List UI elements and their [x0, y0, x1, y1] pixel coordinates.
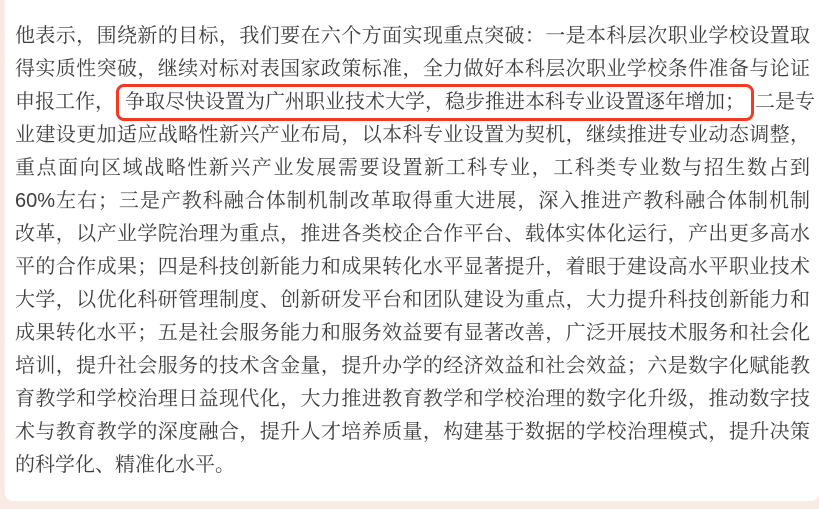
paragraph-line: 重点面向区域战略性新兴产业发展需要设置新工科专业，工科类专业数与招生数占到	[15, 157, 810, 179]
article-paragraph	[5, 0, 819, 482]
article-content-card	[5, 0, 819, 501]
text-after-annotation: 二是专	[755, 91, 815, 113]
paragraph-line: 平的合作成果；四是科技创新能力和成果转化水平显著提升，着眼于建设高水平职业技术	[15, 256, 810, 278]
text-before-annotation: 申报工作，	[15, 91, 115, 113]
paragraph-line-with-annotation	[15, 86, 815, 119]
red-annotation-box: 争取尽快设置为广州职业技术大学，稳步推进本科专业设置逐年增加；	[116, 84, 754, 121]
paragraph-line: 成果转化水平；五是社会服务能力和服务效益要有显著改善，广泛开展技术服务和社会化	[15, 322, 810, 344]
paragraph-line: 培训，提升社会服务的技术含金量，提升办学的经济效益和社会效益；六是数字化赋能教	[15, 355, 810, 377]
paragraph-line: 大学，以优化科研管理制度、创新研发平台和团队建设为重点，大力提升科技创新能力和	[15, 289, 810, 311]
paragraph-line: 的科学化、精准化水平。	[15, 454, 235, 476]
paragraph-line: 育教学和学校治理日益现代化，大力推进教育教学和学校治理的数字化升级，推动数字技	[15, 388, 810, 410]
paragraph-line: 得实质性突破，继续对标对表国家政策标准，全力做好本科层次职业学校条件准备与论证	[15, 58, 810, 80]
paragraph-line: 业建设更加适应战略性新兴产业布局，以本科专业设置为契机，继续推进专业动态调整，	[15, 124, 810, 146]
paragraph-line: 改革，以产业学院治理为重点，推进各类校企合作平台、载体实体化运行，产出更多高水	[15, 223, 810, 245]
paragraph-line: 他表示，围绕新的目标，我们要在六个方面实现重点突破：一是本科层次职业学校设置取	[15, 25, 810, 47]
paragraph-line: 术与教育教学的深度融合，提升人才培养质量，构建基于数据的学校治理模式，提升决策	[15, 421, 810, 443]
paragraph-line: 60%左右；三是产教科融合体制机制改革取得重大进展，深入推进产教科融合体制机制	[15, 190, 810, 212]
